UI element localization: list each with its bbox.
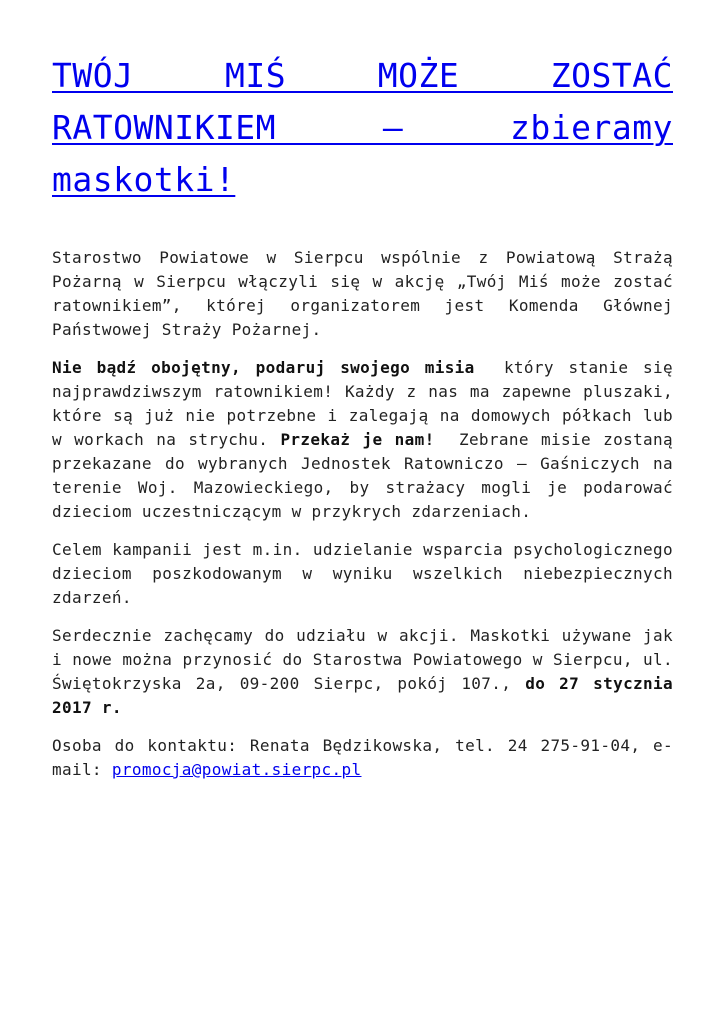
email-link[interactable]: promocja@powiat.sierpc.pl <box>111 760 362 779</box>
article-title-link[interactable]: TWÓJ MIŚ MOŻE ZOSTAĆ RATOWNIKIEM – zbieramy maskotki! <box>52 56 673 199</box>
appeal-bold-text: Nie bądź obojętny, podaruj swojego misia <box>52 358 475 377</box>
article <box>52 50 673 782</box>
appeal-text-continued: Zebrane misie zostaną przekazane do wybranych Jednostek Ratowniczo – Gaśniczych na terenie Woj. Mazowieckiego, by strażacy mogli je podarować dzieciom uczestniczącym w przykrych zdarzeniach. <box>52 430 674 521</box>
deadline-bold-text: do 27 stycznia 2017 r. <box>52 674 673 717</box>
contact-paragraph <box>52 734 673 782</box>
invitation-text: Serdecznie zachęcamy do udziału w akcji. Maskotki używane jak i nowe można przynosić do Starostwa Powiatowego w Sierpcu, ul. Świętokrzyska 2a, 09-200 Sierpc, pokój 107., <box>52 626 673 693</box>
campaign-goal-paragraph: Celem kampanii jest m.in. udzielanie wsparcia psychologicznego dzieciom poszkodowanym w wyniku wszelkich niebezpiecznych zdarzeń. <box>52 540 673 607</box>
appeal-paragraph <box>52 356 673 524</box>
intro-paragraph: Starostwo Powiatowe w Sierpcu wspólnie z Powiatową Strażą Pożarną w Sierpcu włączyli się w akcję „Twój Miś może zostać ratownikiem”, której organizatorem jest Komenda Głównej Państwowej Straży Pożarnej. <box>52 248 673 339</box>
appeal-text: który stanie się najprawdziwszym ratownikiem! Każdy z nas ma zapewne pluszaki, które są już nie potrzebne i zalegają na domowych półkach lub w workach na strychu. <box>52 358 673 449</box>
contact-text: Osoba do kontaktu: Renata Będzikowska, tel. 24 275-91-04, e-mail: <box>52 736 673 779</box>
handover-bold-text: Przekaż je nam! <box>280 430 435 449</box>
article-title <box>52 50 673 206</box>
invitation-paragraph <box>52 624 673 720</box>
